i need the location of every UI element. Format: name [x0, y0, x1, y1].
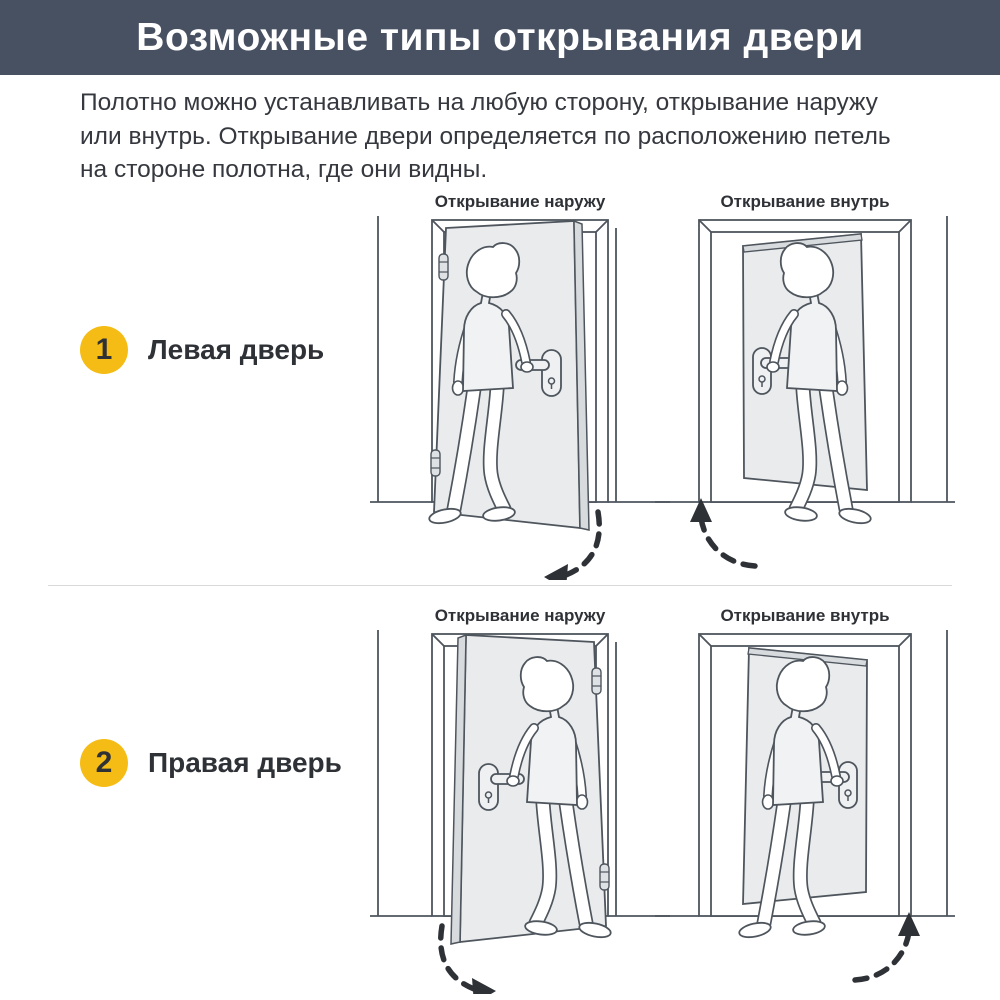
- section-2-label: Правая дверь: [148, 747, 342, 778]
- door-drawing-inward-mirrored: [655, 626, 955, 994]
- door-drawing-inward: [655, 212, 955, 580]
- diagram-right-door-inward: [655, 606, 955, 994]
- diagram-left-door-inward: [655, 192, 955, 580]
- section-2-number-badge: 2: [80, 739, 128, 787]
- door-drawing-outward-mirrored: [370, 626, 670, 994]
- diagram-left-door-outward: [370, 192, 670, 580]
- diagram-caption: Открывание внутрь: [720, 192, 890, 211]
- page-header: [0, 0, 1000, 75]
- diagram-caption: Открывание наружу: [434, 606, 606, 625]
- section-1-label: Левая дверь: [148, 334, 325, 365]
- intro-line: Полотно можно устанавливать на любую сторону, открывание наружу: [80, 89, 878, 116]
- diagram-caption: Открывание внутрь: [720, 606, 890, 625]
- intro-line: или внутрь. Открывание двери определяется по расположению петель: [80, 122, 891, 150]
- door-drawing-outward: [370, 212, 670, 580]
- diagram-caption: Открывание наружу: [434, 192, 606, 211]
- section-1-number-badge: 1: [80, 326, 128, 374]
- intro-paragraph: [80, 86, 891, 187]
- intro-line: на стороне полотна, где они видны.: [80, 156, 488, 183]
- diagram-right-door-outward: [370, 606, 670, 994]
- page-title: Возможные типы открывания двери: [136, 16, 864, 59]
- section-divider: [48, 585, 952, 586]
